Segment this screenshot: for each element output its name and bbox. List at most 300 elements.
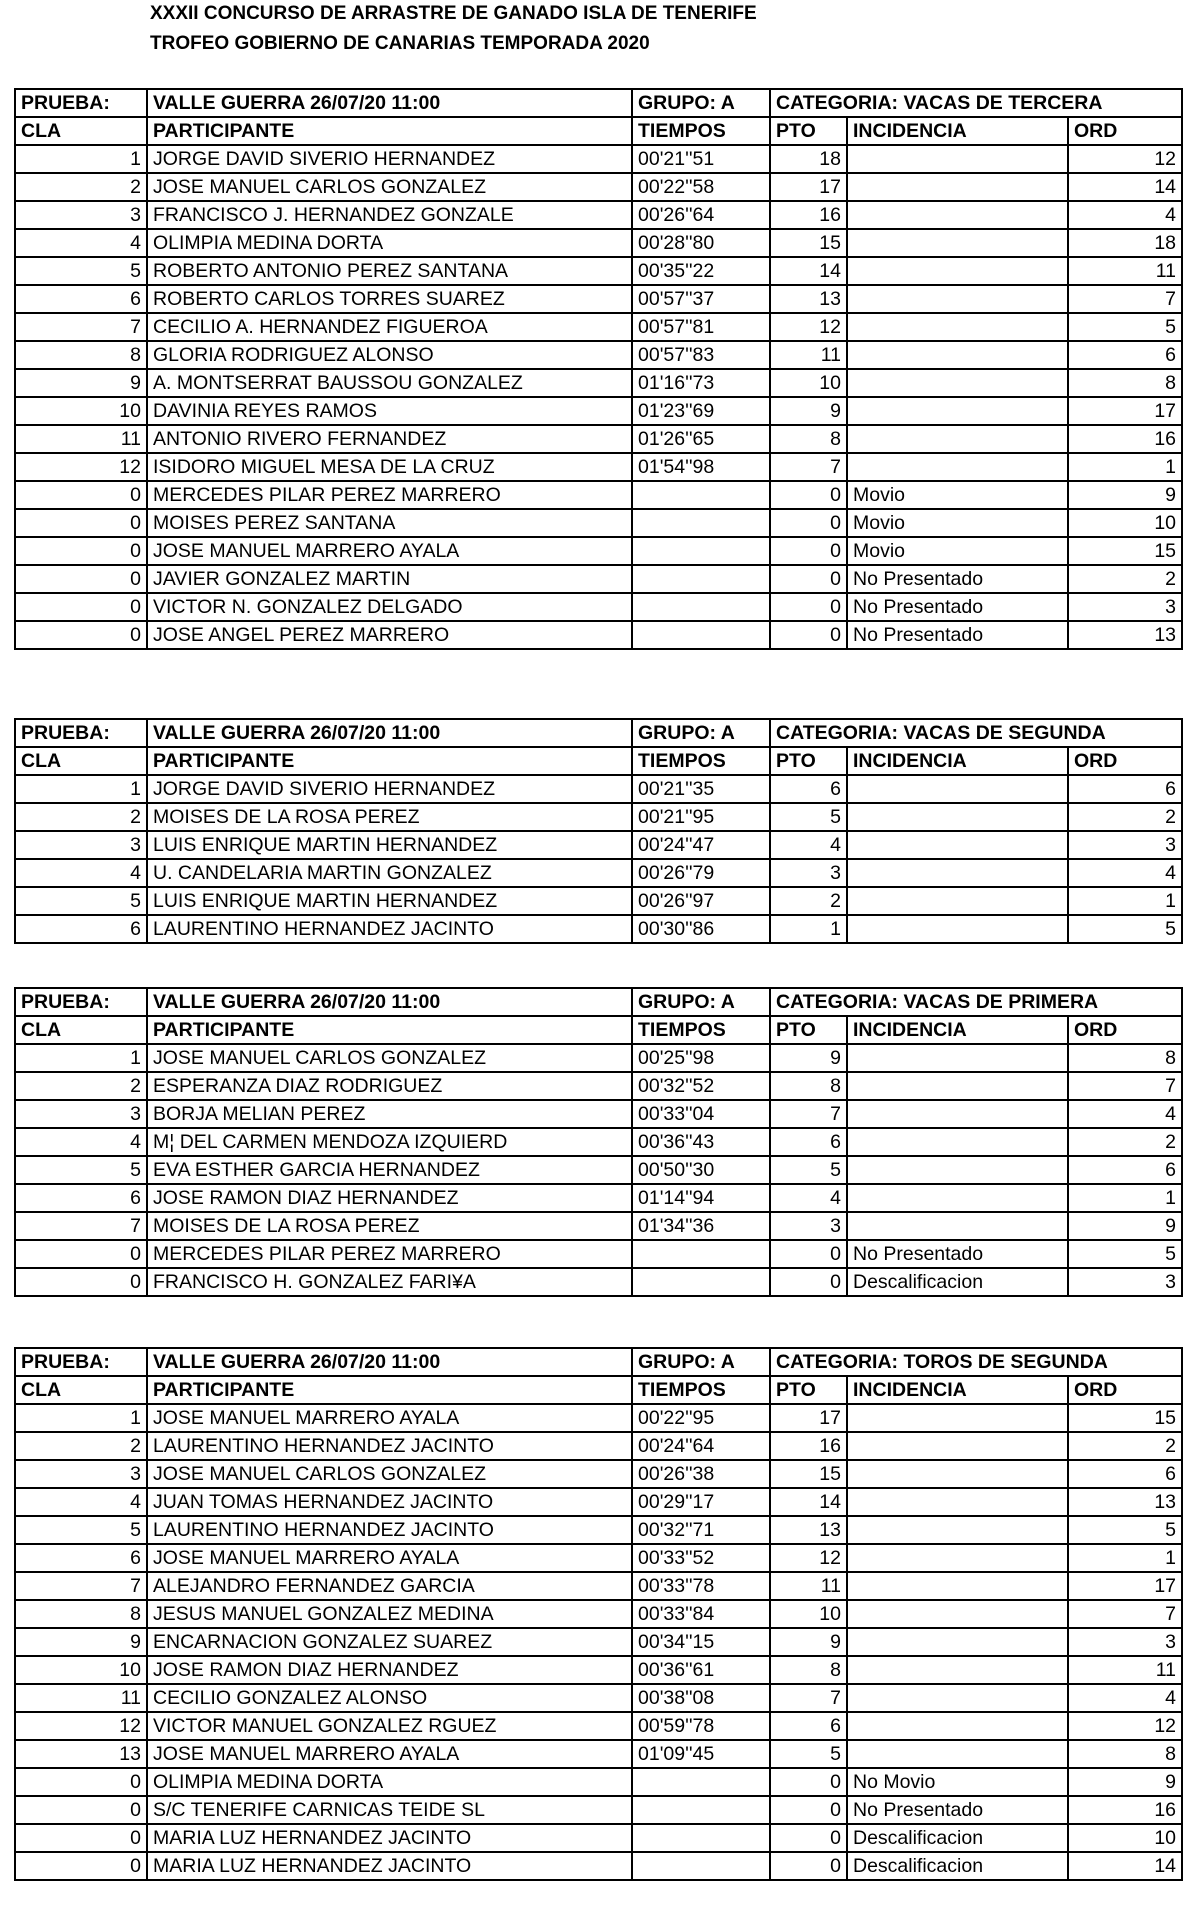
cell-participante: JOSE RAMON DIAZ HERNANDEZ bbox=[147, 1184, 632, 1212]
table-row bbox=[15, 1212, 1182, 1240]
cell-ord: 10 bbox=[1068, 509, 1182, 537]
column-header-ord: ORD bbox=[1068, 747, 1182, 775]
table-row bbox=[15, 229, 1182, 257]
prueba-label: PRUEBA: bbox=[15, 1348, 147, 1376]
cell-participante: MOISES PEREZ SANTANA bbox=[147, 509, 632, 537]
cell-cla: 9 bbox=[15, 1628, 147, 1656]
cell-participante: EVA ESTHER GARCIA HERNANDEZ bbox=[147, 1156, 632, 1184]
cell-incidencia bbox=[847, 915, 1068, 943]
grupo-value: GRUPO: A bbox=[632, 89, 770, 117]
cell-incidencia bbox=[847, 1684, 1068, 1712]
table-row bbox=[15, 1156, 1182, 1184]
cell-ord: 4 bbox=[1068, 859, 1182, 887]
cell-tiempos: 00'22''95 bbox=[632, 1404, 770, 1432]
cell-tiempos: 00'28''80 bbox=[632, 229, 770, 257]
cell-participante: LAURENTINO HERNANDEZ JACINTO bbox=[147, 1432, 632, 1460]
cell-ord: 6 bbox=[1068, 1460, 1182, 1488]
cell-ord: 12 bbox=[1068, 1712, 1182, 1740]
grupo-value: GRUPO: A bbox=[632, 719, 770, 747]
cell-tiempos: 01'09''45 bbox=[632, 1740, 770, 1768]
cell-pto: 0 bbox=[770, 537, 847, 565]
cell-pto: 9 bbox=[770, 1044, 847, 1072]
cell-participante: LUIS ENRIQUE MARTIN HERNANDEZ bbox=[147, 887, 632, 915]
cell-ord: 1 bbox=[1068, 1184, 1182, 1212]
table-row bbox=[15, 1240, 1182, 1268]
column-header-pto: PTO bbox=[770, 117, 847, 145]
cell-cla: 6 bbox=[15, 285, 147, 313]
column-header-tiempos: TIEMPOS bbox=[632, 117, 770, 145]
table-row bbox=[15, 1824, 1182, 1852]
cell-cla: 3 bbox=[15, 1460, 147, 1488]
cell-ord: 2 bbox=[1068, 803, 1182, 831]
table-row bbox=[15, 1768, 1182, 1796]
cell-cla: 4 bbox=[15, 229, 147, 257]
table-row bbox=[15, 1628, 1182, 1656]
cell-tiempos: 01'16''73 bbox=[632, 369, 770, 397]
cell-incidencia bbox=[847, 201, 1068, 229]
column-header-ord: ORD bbox=[1068, 1376, 1182, 1404]
cell-incidencia bbox=[847, 1656, 1068, 1684]
table-row bbox=[15, 887, 1182, 915]
cell-cla: 0 bbox=[15, 621, 147, 649]
cell-ord: 2 bbox=[1068, 1432, 1182, 1460]
prueba-row bbox=[15, 89, 1182, 117]
cell-cla: 1 bbox=[15, 1044, 147, 1072]
cell-tiempos: 01'14''94 bbox=[632, 1184, 770, 1212]
cell-ord: 16 bbox=[1068, 425, 1182, 453]
table-row bbox=[15, 1460, 1182, 1488]
cell-participante: JOSE MANUEL CARLOS GONZALEZ bbox=[147, 1044, 632, 1072]
cell-pto: 12 bbox=[770, 313, 847, 341]
cell-pto: 3 bbox=[770, 859, 847, 887]
cell-incidencia bbox=[847, 341, 1068, 369]
cell-pto: 16 bbox=[770, 1432, 847, 1460]
cell-participante: JOSE MANUEL MARRERO AYALA bbox=[147, 1404, 632, 1432]
table-row bbox=[15, 1684, 1182, 1712]
cell-ord: 12 bbox=[1068, 145, 1182, 173]
cell-tiempos: 00'33''78 bbox=[632, 1572, 770, 1600]
cell-tiempos bbox=[632, 509, 770, 537]
cell-incidencia bbox=[847, 257, 1068, 285]
cell-participante: JOSE MANUEL MARRERO AYALA bbox=[147, 1740, 632, 1768]
cell-incidencia bbox=[847, 1712, 1068, 1740]
table-row bbox=[15, 481, 1182, 509]
column-header-row bbox=[15, 747, 1182, 775]
cell-incidencia bbox=[847, 1572, 1068, 1600]
column-header-ord: ORD bbox=[1068, 117, 1182, 145]
cell-tiempos: 00'30''86 bbox=[632, 915, 770, 943]
cell-tiempos: 00'59''78 bbox=[632, 1712, 770, 1740]
prueba-label: PRUEBA: bbox=[15, 89, 147, 117]
cell-participante: MARIA LUZ HERNANDEZ JACINTO bbox=[147, 1852, 632, 1880]
cell-ord: 4 bbox=[1068, 1100, 1182, 1128]
prueba-row bbox=[15, 719, 1182, 747]
cell-cla: 0 bbox=[15, 509, 147, 537]
grupo-value: GRUPO: A bbox=[632, 1348, 770, 1376]
results-table bbox=[14, 1347, 1183, 1881]
cell-cla: 1 bbox=[15, 1404, 147, 1432]
cell-incidencia bbox=[847, 1072, 1068, 1100]
document-title-line-1: XXXII CONCURSO DE ARRASTRE DE GANADO ISLA DE TENERIFE bbox=[150, 3, 757, 24]
cell-ord: 3 bbox=[1068, 1268, 1182, 1296]
table-row bbox=[15, 621, 1182, 649]
cell-tiempos bbox=[632, 565, 770, 593]
cell-participante: GLORIA RODRIGUEZ ALONSO bbox=[147, 341, 632, 369]
cell-pto: 10 bbox=[770, 1600, 847, 1628]
table-row bbox=[15, 173, 1182, 201]
table-row bbox=[15, 1268, 1182, 1296]
cell-ord: 8 bbox=[1068, 1044, 1182, 1072]
cell-pto: 11 bbox=[770, 1572, 847, 1600]
cell-tiempos: 00'21''51 bbox=[632, 145, 770, 173]
cell-ord: 14 bbox=[1068, 173, 1182, 201]
cell-cla: 0 bbox=[15, 481, 147, 509]
cell-pto: 0 bbox=[770, 1768, 847, 1796]
cell-incidencia bbox=[847, 1156, 1068, 1184]
cell-participante: JOSE MANUEL CARLOS GONZALEZ bbox=[147, 173, 632, 201]
table-row bbox=[15, 1072, 1182, 1100]
cell-tiempos: 00'26''64 bbox=[632, 201, 770, 229]
cell-ord: 4 bbox=[1068, 201, 1182, 229]
cell-incidencia bbox=[847, 1184, 1068, 1212]
cell-cla: 4 bbox=[15, 1488, 147, 1516]
cell-ord: 8 bbox=[1068, 1740, 1182, 1768]
cell-cla: 6 bbox=[15, 1184, 147, 1212]
cell-pto: 5 bbox=[770, 1156, 847, 1184]
categoria-value: CATEGORIA: VACAS DE SEGUNDA bbox=[770, 719, 1182, 747]
cell-pto: 0 bbox=[770, 621, 847, 649]
cell-ord: 15 bbox=[1068, 537, 1182, 565]
cell-tiempos: 00'25''98 bbox=[632, 1044, 770, 1072]
cell-pto: 4 bbox=[770, 1184, 847, 1212]
cell-cla: 3 bbox=[15, 1100, 147, 1128]
cell-participante: JESUS MANUEL GONZALEZ MEDINA bbox=[147, 1600, 632, 1628]
cell-pto: 6 bbox=[770, 1128, 847, 1156]
cell-cla: 11 bbox=[15, 425, 147, 453]
table-row bbox=[15, 201, 1182, 229]
column-header-participante: PARTICIPANTE bbox=[147, 1376, 632, 1404]
cell-participante: VICTOR N. GONZALEZ DELGADO bbox=[147, 593, 632, 621]
cell-cla: 12 bbox=[15, 453, 147, 481]
cell-incidencia bbox=[847, 285, 1068, 313]
results-table bbox=[14, 718, 1183, 944]
column-header-participante: PARTICIPANTE bbox=[147, 1016, 632, 1044]
cell-tiempos bbox=[632, 621, 770, 649]
column-header-cla: CLA bbox=[15, 1376, 147, 1404]
cell-ord: 6 bbox=[1068, 1156, 1182, 1184]
column-header-incidencia: INCIDENCIA bbox=[847, 117, 1068, 145]
cell-pto: 7 bbox=[770, 1684, 847, 1712]
column-header-incidencia: INCIDENCIA bbox=[847, 1016, 1068, 1044]
cell-cla: 11 bbox=[15, 1684, 147, 1712]
cell-tiempos: 00'36''61 bbox=[632, 1656, 770, 1684]
cell-participante: JUAN TOMAS HERNANDEZ JACINTO bbox=[147, 1488, 632, 1516]
cell-ord: 1 bbox=[1068, 453, 1182, 481]
cell-tiempos bbox=[632, 537, 770, 565]
cell-pto: 0 bbox=[770, 1824, 847, 1852]
cell-pto: 8 bbox=[770, 1656, 847, 1684]
cell-pto: 0 bbox=[770, 1852, 847, 1880]
cell-incidencia bbox=[847, 1516, 1068, 1544]
cell-ord: 18 bbox=[1068, 229, 1182, 257]
cell-pto: 9 bbox=[770, 1628, 847, 1656]
cell-participante: U. CANDELARIA MARTIN GONZALEZ bbox=[147, 859, 632, 887]
table-row bbox=[15, 1852, 1182, 1880]
cell-participante: ESPERANZA DIAZ RODRIGUEZ bbox=[147, 1072, 632, 1100]
column-header-incidencia: INCIDENCIA bbox=[847, 747, 1068, 775]
cell-pto: 2 bbox=[770, 887, 847, 915]
cell-incidencia: Descalificacion bbox=[847, 1852, 1068, 1880]
cell-pto: 0 bbox=[770, 481, 847, 509]
prueba-row bbox=[15, 1348, 1182, 1376]
prueba-value: VALLE GUERRA 26/07/20 11:00 bbox=[147, 1348, 632, 1376]
table-row bbox=[15, 509, 1182, 537]
table-row bbox=[15, 1404, 1182, 1432]
column-header-pto: PTO bbox=[770, 747, 847, 775]
cell-tiempos bbox=[632, 593, 770, 621]
cell-ord: 8 bbox=[1068, 369, 1182, 397]
cell-tiempos: 00'57''37 bbox=[632, 285, 770, 313]
cell-tiempos: 00'57''81 bbox=[632, 313, 770, 341]
column-header-cla: CLA bbox=[15, 117, 147, 145]
cell-ord: 3 bbox=[1068, 593, 1182, 621]
cell-cla: 12 bbox=[15, 1712, 147, 1740]
cell-cla: 2 bbox=[15, 173, 147, 201]
cell-tiempos: 00'57''83 bbox=[632, 341, 770, 369]
cell-incidencia: No Presentado bbox=[847, 1240, 1068, 1268]
cell-cla: 8 bbox=[15, 341, 147, 369]
cell-ord: 13 bbox=[1068, 621, 1182, 649]
cell-tiempos: 00'26''79 bbox=[632, 859, 770, 887]
cell-cla: 0 bbox=[15, 1240, 147, 1268]
cell-incidencia bbox=[847, 313, 1068, 341]
cell-pto: 0 bbox=[770, 1240, 847, 1268]
cell-incidencia bbox=[847, 1044, 1068, 1072]
cell-tiempos: 00'33''52 bbox=[632, 1544, 770, 1572]
cell-ord: 5 bbox=[1068, 1240, 1182, 1268]
cell-cla: 10 bbox=[15, 1656, 147, 1684]
cell-ord: 17 bbox=[1068, 397, 1182, 425]
cell-pto: 17 bbox=[770, 1404, 847, 1432]
results-table bbox=[14, 987, 1183, 1297]
cell-incidencia bbox=[847, 229, 1068, 257]
cell-cla: 0 bbox=[15, 1768, 147, 1796]
cell-cla: 0 bbox=[15, 1796, 147, 1824]
cell-cla: 5 bbox=[15, 1156, 147, 1184]
cell-participante: JAVIER GONZALEZ MARTIN bbox=[147, 565, 632, 593]
cell-participante: LAURENTINO HERNANDEZ JACINTO bbox=[147, 1516, 632, 1544]
cell-ord: 9 bbox=[1068, 1768, 1182, 1796]
cell-tiempos bbox=[632, 1852, 770, 1880]
cell-cla: 4 bbox=[15, 859, 147, 887]
cell-tiempos: 00'32''71 bbox=[632, 1516, 770, 1544]
cell-cla: 2 bbox=[15, 1432, 147, 1460]
cell-incidencia: Descalificacion bbox=[847, 1268, 1068, 1296]
table-row bbox=[15, 285, 1182, 313]
cell-participante: ROBERTO CARLOS TORRES SUAREZ bbox=[147, 285, 632, 313]
cell-cla: 1 bbox=[15, 775, 147, 803]
cell-cla: 0 bbox=[15, 1852, 147, 1880]
cell-incidencia: No Presentado bbox=[847, 565, 1068, 593]
cell-incidencia: Movio bbox=[847, 537, 1068, 565]
cell-cla: 6 bbox=[15, 915, 147, 943]
column-header-tiempos: TIEMPOS bbox=[632, 747, 770, 775]
cell-pto: 3 bbox=[770, 1212, 847, 1240]
cell-tiempos: 00'35''22 bbox=[632, 257, 770, 285]
cell-incidencia bbox=[847, 1488, 1068, 1516]
cell-pto: 10 bbox=[770, 369, 847, 397]
column-header-ord: ORD bbox=[1068, 1016, 1182, 1044]
cell-ord: 5 bbox=[1068, 915, 1182, 943]
cell-participante: MARIA LUZ HERNANDEZ JACINTO bbox=[147, 1824, 632, 1852]
cell-incidencia bbox=[847, 1212, 1068, 1240]
table-row bbox=[15, 1656, 1182, 1684]
table-row bbox=[15, 1488, 1182, 1516]
cell-participante: ISIDORO MIGUEL MESA DE LA CRUZ bbox=[147, 453, 632, 481]
cell-incidencia: No Presentado bbox=[847, 1796, 1068, 1824]
cell-incidencia bbox=[847, 173, 1068, 201]
table-row bbox=[15, 341, 1182, 369]
cell-incidencia bbox=[847, 1600, 1068, 1628]
cell-ord: 3 bbox=[1068, 831, 1182, 859]
prueba-value: VALLE GUERRA 26/07/20 11:00 bbox=[147, 89, 632, 117]
cell-incidencia bbox=[847, 887, 1068, 915]
table-row bbox=[15, 1712, 1182, 1740]
cell-incidencia bbox=[847, 1460, 1068, 1488]
cell-cla: 0 bbox=[15, 1268, 147, 1296]
cell-participante: JOSE ANGEL PEREZ MARRERO bbox=[147, 621, 632, 649]
cell-cla: 2 bbox=[15, 1072, 147, 1100]
cell-participante: ALEJANDRO FERNANDEZ GARCIA bbox=[147, 1572, 632, 1600]
cell-incidencia: Descalificacion bbox=[847, 1824, 1068, 1852]
cell-participante: JOSE MANUEL MARRERO AYALA bbox=[147, 1544, 632, 1572]
cell-tiempos: 00'26''97 bbox=[632, 887, 770, 915]
cell-ord: 14 bbox=[1068, 1852, 1182, 1880]
cell-ord: 11 bbox=[1068, 1656, 1182, 1684]
cell-pto: 15 bbox=[770, 1460, 847, 1488]
cell-ord: 7 bbox=[1068, 285, 1182, 313]
cell-incidencia bbox=[847, 1432, 1068, 1460]
cell-pto: 8 bbox=[770, 425, 847, 453]
cell-participante: MERCEDES PILAR PEREZ MARRERO bbox=[147, 481, 632, 509]
cell-ord: 9 bbox=[1068, 481, 1182, 509]
cell-pto: 4 bbox=[770, 831, 847, 859]
column-header-participante: PARTICIPANTE bbox=[147, 117, 632, 145]
cell-pto: 18 bbox=[770, 145, 847, 173]
cell-ord: 10 bbox=[1068, 1824, 1182, 1852]
cell-cla: 10 bbox=[15, 397, 147, 425]
prueba-label: PRUEBA: bbox=[15, 988, 147, 1016]
categoria-value: CATEGORIA: VACAS DE TERCERA bbox=[770, 89, 1182, 117]
cell-participante: JORGE DAVID SIVERIO HERNANDEZ bbox=[147, 145, 632, 173]
document-title-line-2: TROFEO GOBIERNO DE CANARIAS TEMPORADA 2020 bbox=[150, 33, 650, 54]
cell-pto: 11 bbox=[770, 341, 847, 369]
cell-participante: JOSE MANUEL MARRERO AYALA bbox=[147, 537, 632, 565]
table-row bbox=[15, 369, 1182, 397]
cell-tiempos: 00'24''64 bbox=[632, 1432, 770, 1460]
cell-incidencia bbox=[847, 1100, 1068, 1128]
cell-incidencia bbox=[847, 425, 1068, 453]
table-row bbox=[15, 1044, 1182, 1072]
table-row bbox=[15, 1544, 1182, 1572]
cell-participante: CECILIO A. HERNANDEZ FIGUEROA bbox=[147, 313, 632, 341]
cell-cla: 5 bbox=[15, 1516, 147, 1544]
prueba-label: PRUEBA: bbox=[15, 719, 147, 747]
cell-cla: 4 bbox=[15, 1128, 147, 1156]
cell-pto: 7 bbox=[770, 1100, 847, 1128]
cell-ord: 1 bbox=[1068, 887, 1182, 915]
cell-cla: 8 bbox=[15, 1600, 147, 1628]
cell-incidencia bbox=[847, 775, 1068, 803]
table-row bbox=[15, 775, 1182, 803]
cell-ord: 6 bbox=[1068, 775, 1182, 803]
cell-participante: FRANCISCO H. GONZALEZ FARI¥A bbox=[147, 1268, 632, 1296]
cell-cla: 6 bbox=[15, 1544, 147, 1572]
cell-pto: 16 bbox=[770, 201, 847, 229]
cell-pto: 0 bbox=[770, 565, 847, 593]
cell-participante: OLIMPIA MEDINA DORTA bbox=[147, 229, 632, 257]
cell-tiempos: 00'38''08 bbox=[632, 1684, 770, 1712]
cell-participante: JORGE DAVID SIVERIO HERNANDEZ bbox=[147, 775, 632, 803]
table-row bbox=[15, 1516, 1182, 1544]
cell-tiempos: 00'32''52 bbox=[632, 1072, 770, 1100]
column-header-tiempos: TIEMPOS bbox=[632, 1016, 770, 1044]
cell-participante: MOISES DE LA ROSA PEREZ bbox=[147, 1212, 632, 1240]
cell-tiempos: 00'50''30 bbox=[632, 1156, 770, 1184]
cell-incidencia bbox=[847, 1404, 1068, 1432]
table-row bbox=[15, 537, 1182, 565]
cell-pto: 0 bbox=[770, 1268, 847, 1296]
categoria-value: CATEGORIA: TOROS DE SEGUNDA bbox=[770, 1348, 1182, 1376]
cell-incidencia bbox=[847, 145, 1068, 173]
cell-pto: 14 bbox=[770, 1488, 847, 1516]
cell-pto: 6 bbox=[770, 1712, 847, 1740]
cell-tiempos: 00'34''15 bbox=[632, 1628, 770, 1656]
cell-pto: 13 bbox=[770, 1516, 847, 1544]
cell-cla: 7 bbox=[15, 1572, 147, 1600]
cell-pto: 0 bbox=[770, 1796, 847, 1824]
cell-ord: 16 bbox=[1068, 1796, 1182, 1824]
table-row bbox=[15, 1100, 1182, 1128]
table-row bbox=[15, 803, 1182, 831]
cell-pto: 8 bbox=[770, 1072, 847, 1100]
cell-pto: 5 bbox=[770, 803, 847, 831]
cell-participante: VICTOR MANUEL GONZALEZ RGUEZ bbox=[147, 1712, 632, 1740]
cell-participante: FRANCISCO J. HERNANDEZ GONZALE bbox=[147, 201, 632, 229]
cell-tiempos bbox=[632, 1796, 770, 1824]
cell-incidencia: Movio bbox=[847, 481, 1068, 509]
cell-cla: 0 bbox=[15, 537, 147, 565]
prueba-value: VALLE GUERRA 26/07/20 11:00 bbox=[147, 988, 632, 1016]
cell-tiempos: 01'54''98 bbox=[632, 453, 770, 481]
cell-tiempos: 01'23''69 bbox=[632, 397, 770, 425]
column-header-pto: PTO bbox=[770, 1016, 847, 1044]
cell-cla: 0 bbox=[15, 1824, 147, 1852]
table-row bbox=[15, 831, 1182, 859]
cell-incidencia: Movio bbox=[847, 509, 1068, 537]
cell-participante: S/C TENERIFE CARNICAS TEIDE SL bbox=[147, 1796, 632, 1824]
cell-pto: 15 bbox=[770, 229, 847, 257]
table-row bbox=[15, 565, 1182, 593]
column-header-row bbox=[15, 117, 1182, 145]
column-header-participante: PARTICIPANTE bbox=[147, 747, 632, 775]
cell-participante: MOISES DE LA ROSA PEREZ bbox=[147, 803, 632, 831]
table-row bbox=[15, 313, 1182, 341]
cell-ord: 13 bbox=[1068, 1488, 1182, 1516]
cell-cla: 2 bbox=[15, 803, 147, 831]
cell-ord: 11 bbox=[1068, 257, 1182, 285]
cell-tiempos: 01'34''36 bbox=[632, 1212, 770, 1240]
